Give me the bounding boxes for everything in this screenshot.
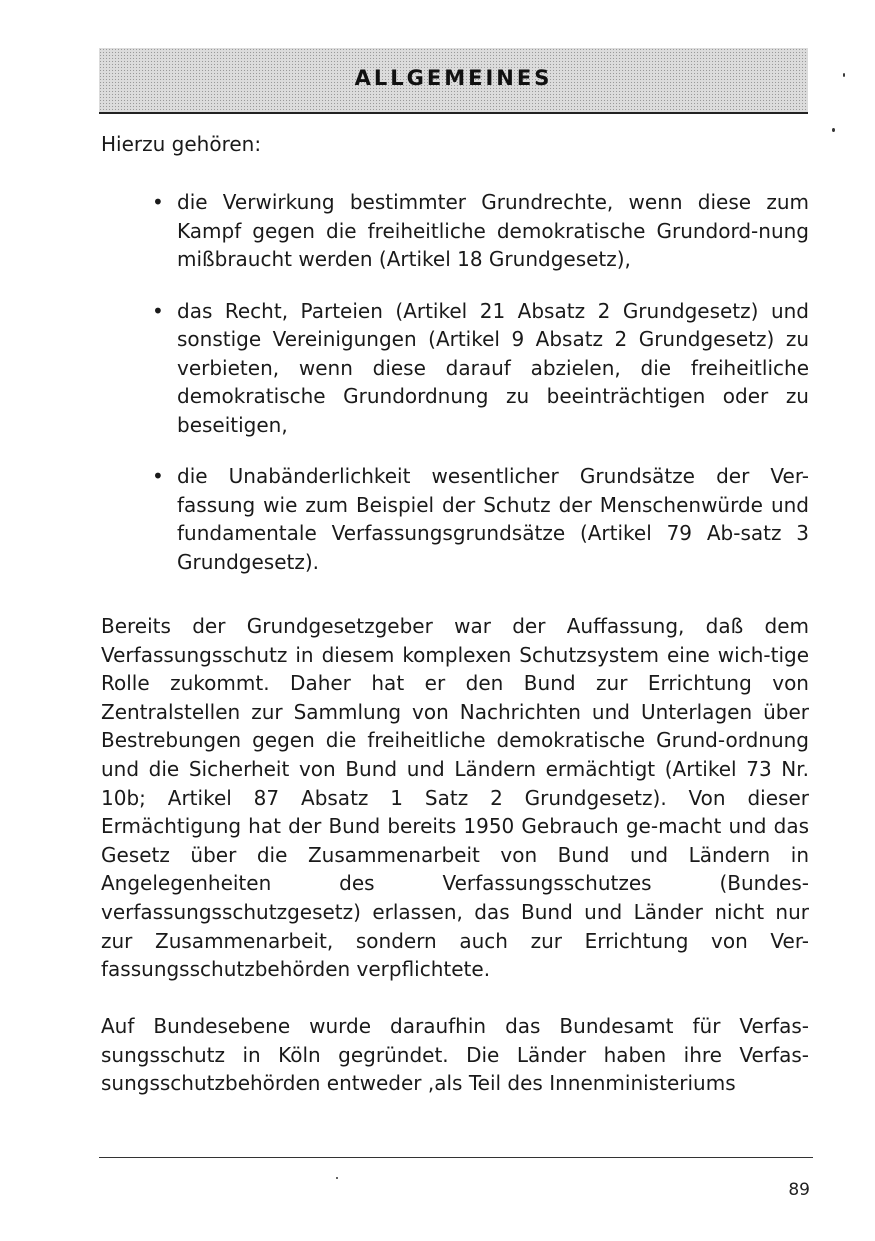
bullet-icon: •	[152, 190, 164, 214]
bullet-text: das Recht, Parteien (Artikel 21 Absatz 2 Grundgesetz) und sonstige Vereinigungen (Artikel 9 Absatz 2 Grundgesetz) zu verbieten, wenn diese darauf abzielen, die freiheitliche demokratische Grundordnung zu beeinträchtigen oder zu beseitigen,	[177, 298, 809, 437]
body-paragraph-1: Bereits der Grundgesetzgeber war der Auffassung, daß dem Verfassungsschutz in diesem komplexen Schutzsystem eine wich-tige Rolle zukommt. Daher hat er den Bund zur Errichtung von Zentralstellen zur Sammlung von Nachrichten und Unterlagen über Bestrebungen gegen die freiheitliche demokratische Grund-ordnung und die Sicherheit von Bund und Ländern ermächtigt (Artikel 73 Nr. 10b; Artikel 87 Absatz 1 Satz 2 Grundgesetz). Von dieser Ermächtigung hat der Bund bereits 1950 Gebrauch ge-macht und das Gesetz über die Zusammenarbeit von Bund und Ländern in Angelegenheiten des Verfassungsschutzes (Bundes-verfassungsschutzgesetz) erlassen, das Bund und Länder nicht nur zur Zusammenarbeit, sondern auch zur Errichtung von Ver-fassungsschutzbehörden verpflichtete.	[101, 614, 809, 982]
bullet-item-parteiverbot	[101, 297, 809, 440]
intro-text: Hierzu gehören:	[101, 132, 262, 156]
section-title: ALLGEMEINES	[354, 66, 553, 90]
bullet-icon: •	[152, 298, 164, 323]
bullet-item-unabaenderlichkeit	[101, 462, 809, 576]
footer-divider	[99, 1157, 813, 1158]
scan-speck	[832, 128, 835, 132]
page-number: 89	[788, 1180, 810, 1200]
bullet-text: die Unabänderlichkeit wesentlicher Grundsätze der Ver-fassung wie zum Beispiel der Schutz der Menschenwürde und fundamentale Verfassungsgrundsätze (Artikel 79 Ab-satz 3 Grundgesetz).	[177, 464, 809, 574]
body-paragraph-2: Auf Bundesebene wurde daraufhin das Bundesamt für Verfas-sungsschutz in Köln gegründet. Die Länder haben ihre Verfas-sungsschutzbehörden entweder ,als Teil des Innenministeriums	[101, 1014, 809, 1096]
section-header-band	[99, 48, 808, 114]
bullet-icon: •	[152, 464, 164, 488]
bullet-text: die Verwirkung bestimmter Grundrechte, wenn diese zum Kampf gegen die freiheitliche demokratische Grundord-nung mißbraucht werden (Artikel 18 Grundgesetz),	[177, 190, 809, 271]
bullet-list	[101, 188, 809, 599]
scan-speck	[843, 73, 845, 77]
bullet-item-verwirkung	[101, 188, 809, 274]
scan-speck	[336, 1177, 338, 1179]
